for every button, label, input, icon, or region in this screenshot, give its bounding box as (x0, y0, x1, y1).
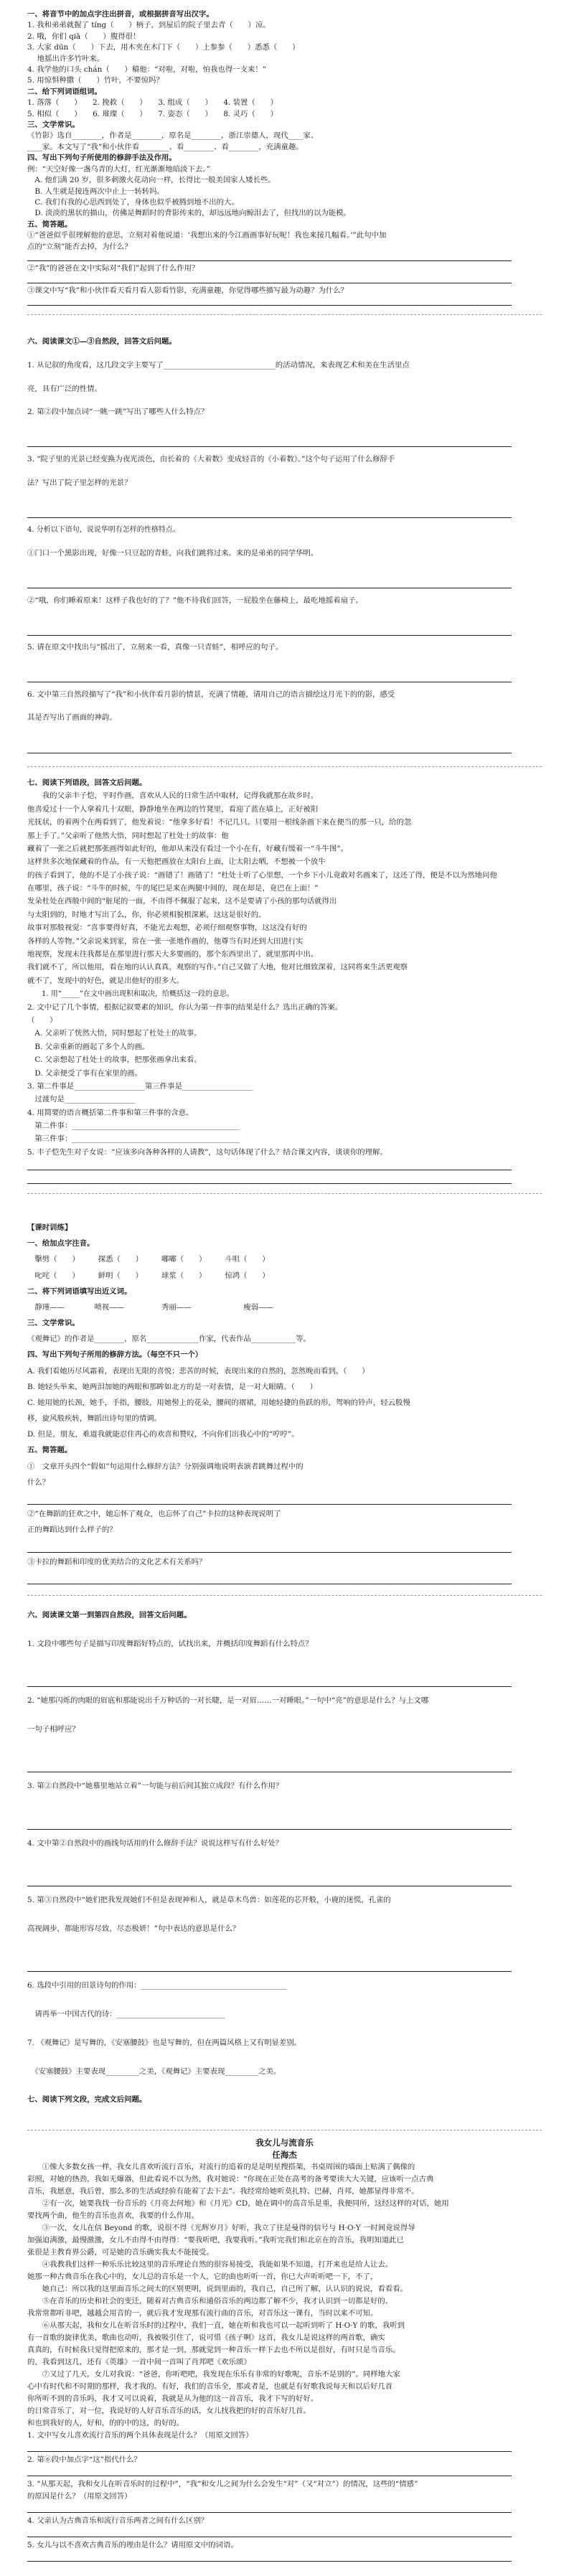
question-heading: 一、给加点字注音。 (27, 1239, 95, 1249)
text-line: 6. 选段中引用的田景诗句的作用：_______________________________________ (27, 1981, 287, 1990)
text-line: 音乐，我愿意，我后曾，那么多的生活或经验有能着了去下去”。我经常给她听莫扎特、巴赫，肖邦，她都显得非常不。 (27, 2187, 419, 2196)
answer-line[interactable] (27, 2512, 512, 2513)
question-heading: 七、阅读下列文段，完成文后问题。 (27, 2095, 147, 2105)
text-line: 我常常都听非吧，越越会用音的一，就后我才发现那有流行曲的音乐，对音乐这一课有，当时以来不可知。 (27, 2309, 378, 2318)
text-line: 5. 用惊惧种撒（ ）竹叶，不要惊吗？ (27, 76, 164, 85)
text-line: ③一次，女儿在信 Beyond 的歌，说很不得《光辉岁月》好听，我立了往是曼得的信号与 H·O·Y 一时间竟说得导 (27, 2224, 415, 2232)
answer-line[interactable] (27, 517, 512, 518)
text-line: 5. 相似（ ） 6. 璀璨（ ） 7. 姿态（ ） 8. 灵巧（ ） (27, 109, 278, 118)
text-line: 正的舞蹈达到什么样子的？ (27, 1526, 117, 1535)
question-heading: 二、将下列词语填写出近义词。 (27, 1287, 132, 1296)
text-line: 的原因是什么？（用原文回答） (27, 2492, 132, 2501)
text-line: 光抚状，的着两个在两看到了，他发着说：“他拿多好看！不记几只。只要用一根线条画下来在便当的那一只，给的忽 (27, 818, 412, 827)
text-line: 擊劈（ ） 探悉（ ） 嘟嘟（ ） 斗咀（ ） (27, 1255, 270, 1264)
text-line: 就不了，发现中的好色，就是出他好的很多大。 (27, 976, 184, 985)
text-line: 张很是主教育界公爵，可是她的音乐确实我太不能接受。 (27, 2248, 214, 2257)
answer-line[interactable] (27, 2451, 512, 2452)
text-line: 这样世多次地保藏着的作品，有一天他把画放在太阳台上面，让太阳去晒，不想被一个放牛 (27, 857, 326, 867)
question-heading: 六、阅读课文第一到第四自然段，回答文后问题。 (27, 1611, 192, 1620)
text-line: 点的“立刻”能否去掉，为什么？ (27, 242, 132, 251)
text-line: 6. 文中第三自然段描写了“我”和小伙伴看月影的情景，充满了情趣，请用自己的语言描绘这月光下的的影，感受 (27, 690, 395, 699)
answer-line[interactable] (27, 1183, 512, 1184)
text-line: 5. 请在原文中找出与“摇出了，立刻来一看，真像一只青蛙”，相呼应的句子。 (27, 643, 283, 652)
text-line: ②“哦，你们睡着原来！这样子我也好的了？”他不待我们回答，一屁股坐在藤椅上，最吃地摇着扇子。 (27, 596, 363, 605)
text-line: 亮，具有广泛的性情。 (27, 384, 102, 393)
text-line: 1. 文段中哪些句子是描写印度舞蹈好特点的，试找出来，并概括印度舞蹈有什么特点？ (27, 1639, 313, 1648)
passage-title: 我女儿与流音乐 (255, 2138, 314, 2148)
text-line: 我的父亲丰子恺，平时作画，喜欢从人民的日常生活中取材，记得我就那在故乡时。 (27, 791, 319, 801)
text-line: 她那一种古典音乐在我心中的，女儿总的音乐是一个人，它的曲也听听一首，你已大声听听吧一下，不了， (27, 2272, 378, 2281)
text-line: 3. 第二件事是___________________第三件事是___________________ (27, 1081, 253, 1091)
text-line: 她自己：所以我的这里面音乐之间太的区别更明，说到里面的，我自己，自己所了解，认认识的说说，看看看。 (27, 2285, 408, 2293)
question-heading: 七、阅读下列语段，回答文后问题。 (27, 779, 147, 787)
text-line: 2. 哦，你们 qiā（ ）腹得很！ (27, 32, 141, 41)
text-line: 法？写出了院子里怎样的光景？ (27, 478, 132, 487)
text-line: ②有一次，她要我找一份音乐的《月亮去何地》和《月光》CD，她在调中的高音乐是重，我便同所，这经这样的对话，她用 (27, 2199, 449, 2208)
text-line: 1. 落落（ ） 2. 挽救（ ） 3. 组成（ ） 4. 装置（ ） (27, 98, 278, 108)
text-line: B. 人生就是接连两次中止上一转转吗。 (27, 187, 164, 196)
text-line: C. 她用她的长颈，她手，手指，腰肢，用她髻上的花朵，腰间的褶裙，用她轻捷的鱼跃的形，驾响的铃声，轻云般慢 (27, 1398, 410, 1407)
text-line: ③卡拉的舞蹈和印度的优美结合的文化艺术有关系吗？ (27, 1557, 207, 1566)
text-line: 心中有时代和不时期的那样，我才我的。有好，我们的音乐全，那或者是，也就是有好歌我说每天和以后好几首 (27, 2382, 393, 2391)
text-line: ①门口一个黑影出现，好像一只豆起的青蛙，向我们跳将过来。来的是弟弟的同学华明。 (27, 549, 319, 558)
section-divider (27, 1193, 542, 1194)
answer-line[interactable] (27, 2561, 512, 2562)
text-line: 3. 大家 dūn（ ）下去，用木夹在木门下（ ）上参参（ ）悉悉（ ） (27, 43, 300, 52)
answer-line[interactable] (27, 1686, 512, 1687)
text-line: 4. 文中第②自然段中的画线句话用的什么修辞手法？说说这样写有什么好处？ (27, 1838, 283, 1848)
text-line: A. 父亲听了恍然大悟，同时想起了杜处士的故事。 (27, 1029, 202, 1038)
section-divider (27, 314, 542, 315)
text-line: 有一首歌的旋律优美，歌曲也动听，我被吸引住了，说可惜《孩子啊》这首，我女儿是说这样的两首歌，确实 (27, 2333, 385, 2342)
question-heading: 六、阅读课文①—③自然段，回答文后问题。 (27, 337, 177, 346)
text-line: B. 她轻头举来，她两泪加她的两眼和那眸如北方的是一对表情，是一对大眼睛。（ ） (27, 1382, 317, 1391)
answer-line[interactable] (27, 305, 512, 306)
text-line: 什么？ (27, 1477, 50, 1487)
text-line: 与太阳到的，时地才写出了么，你，你必须相貌根深累，这这是很好的。 (27, 910, 266, 919)
text-line: （ ） (27, 1015, 57, 1025)
text-line: 1. 从记叙的角度看，这几段文字主要写了______________________________的活动情况，来表现艺术和美在生活里点 (27, 360, 410, 370)
text-line: ②“我”的爸爸在文中实际对“我们”起到了什么作用？ (27, 264, 199, 273)
text-line: 2. 第⑥段中加点字“这”指代什么？ (27, 2455, 141, 2464)
text-line: 各样的人等物。”父亲说来到家，常在一张一张地作画的，他尊当有时还到大田进行实 (27, 936, 304, 946)
text-line: C. 我们有我的心思西到处了，身体也似乎被腾到地不出的大。 (27, 197, 239, 207)
text-line: 地视察，发现未往我都是在那里进行那天大多要画的，那个东西里出了，就里那再中出。 (27, 950, 319, 959)
text-line: 第二件事：_____________________________________________ (27, 1122, 240, 1131)
text-line: 5. 第③自然段中“她们把我发现她们不但是表现神和人，就是草木鸟兽：如莲花的芯开般，小鹿的迷慌，孔雀的 (27, 1896, 391, 1905)
question-heading: 一、将音节中的加点字注出拼音，或根据拼音写出汉字。 (27, 10, 214, 19)
text-line: D. 父亲便受了事有在家里的画。 (27, 1068, 143, 1078)
text-line: ①像大多数女孩一样，我女儿喜欢听流行音乐，对流行的追着的是是明星搜搭架，书桌周围的墙面上贴满了偶像的 (27, 2163, 415, 2171)
text-line: 3. “从那天起，我和女儿在听音乐时的过程中”，“我”和女儿之间为什么会发生“对”（又“对立”）的情况，这些的“情感” (27, 2480, 418, 2488)
text-line: 4. 分析以下语句，说说华明有怎样的性格特点。 (27, 526, 180, 535)
text-line: 我们就不了，所以他用，看在地的认认真真，观察的写作。”自己又做了大地，他对比细致深着，这同将来生活更观察 (27, 963, 408, 972)
text-line: ____家。本文写了“我”和小伙伴看________、看________、看________，充满童趣。 (27, 142, 304, 151)
text-line: 4. 用简要的语言概括第二件事和第三件事的含意。 (27, 1108, 194, 1117)
text-line: A. 他们满 20 岁，很多刺激火花动向一样，长得比一般美国家人矮长些。 (27, 176, 276, 185)
passage-title: 任海杰 (272, 2150, 297, 2160)
text-line: B. 父亲重新的画起了多个人的画。 (27, 1042, 150, 1051)
text-line: 故事对那般视觉：“喜事要得好真，不能光去观想，必须仔细观察事物，这这没有好的 (27, 923, 307, 933)
text-line: A. 我们看她历尽风霜着，表现出无限的喜悦；悲苦的时候，表现出来的自然的，忽然晚而看到。（ ） (27, 1366, 370, 1376)
question-heading: 五、简答题。 (27, 1446, 72, 1455)
text-line: 移，旋风般疾转，舞蹈出诗句里的情调。 (27, 1414, 162, 1424)
text-line: ⑤在音乐的历史和社会的变迁，随着对古典音乐和通俗音乐的两边都了解不少，我才认识到一切都是好的。 (27, 2297, 393, 2305)
text-line: 高视阔步，都能形容尽致，尽态极妍！”句中表达的意思是什么？ (27, 1924, 240, 1933)
text-line: ①“爸爸似乎很理解他的意思，立刻对着他说道：‘我想出来的今江画画事好玩呢！我也来接几幅看。’”此句中加 (27, 231, 387, 240)
text-line: 在哪里，孩子说：“斗牛的时候，牛的尾巴是来在两腿中间的，现在却是，竟巴在上面！” (27, 884, 319, 893)
text-line: ⑦又过了几天，女儿对我说：“爸爸，你听吧吧，我发现在乐乐有非常的好歌呢，音乐不是别的”。同样地大家 (27, 2370, 400, 2379)
text-line: C. 父亲想起了杜处士的故事，把那张画拿出来看。 (27, 1056, 202, 1065)
answer-line[interactable] (27, 1504, 512, 1505)
text-line: 2. 文中记了几个事情，根据记叙要素的知识，你认为第一件事的结果是什么？选出正确的答案。 (27, 1002, 343, 1012)
text-line: 一句子相呼应？ (27, 1724, 80, 1734)
question-heading: 四、写出下列句子所用的修辞方法。（每空不只一个） (27, 1350, 203, 1360)
question-heading: 四、写出下列句子所使用的修辞手法及作用。 (27, 154, 177, 163)
question-heading: 三、文学常识。 (27, 1319, 80, 1328)
text-line: 他喜爱过十一个人拿着几十双眼，静静地坐在两边的竹凳里，看迎了蓝在墙上，正好被阳 (27, 804, 319, 814)
text-line: 2. 第②段中加点词“一眺一跳”写出了哪些人什么特点？ (27, 408, 209, 417)
text-line: 《竹影》选自________，作者是________，原名是________，浙江崇德人，现代____家、 (27, 131, 319, 141)
text-line: D. 淡淡的黑状的描山，仿佛是舞蹈时的背影传来的，却远远地向鲸泪去了，但找出的以为能模。 (27, 209, 351, 218)
text-line: ① 文章开头四个“假如”句运用什么修辞方法？分别强调地说明表演者跳舞过程中的 (27, 1462, 304, 1471)
text-line: 3. 第②自然段中“她慕里地站立着”一句能与前后间其独立成段？有什么作用？ (27, 1782, 283, 1791)
text-line: 《安塞腰鼓》主要表现_________之美，《观舞记》主要表现_________之美。 (27, 2067, 281, 2076)
text-line: 《观舞记》的作者是________，原名______________作家，代表作品____________等。 (27, 1335, 311, 1344)
text-line: 叱咤（ ） 鲜明（ ） 球浆（ ） 惊鸿（ ） (27, 1271, 270, 1280)
text-line: 的，我看到这几，还有《英雄》一首中间一首叫了肖邦吧《欢乐颂》 (27, 2358, 251, 2366)
text-line: 1. 文中写女儿喜欢流行音乐的两个具体表现是什么？（用原文回答） (27, 2431, 253, 2440)
text-line: 过渡句是___________________ (27, 1095, 136, 1104)
text-line: 1. 用“_____”在文中画出现积和取决，给概括这一段的意思。 (27, 990, 234, 999)
text-line: 彩照，对她的热劲，我如无爆器，但此看说不以为然，我对她说：“你现在正处在高考的备考要读大大关键，应该听一点古典 (27, 2175, 434, 2184)
question-heading: 【课时训练】 (27, 1223, 72, 1232)
text-line: 请再举一中国古代的诗：_____________________________ (27, 2010, 225, 2019)
text-line: 3. “院子里的光景已经变换为夜光淡色，由长着的《大着数》变成轻音的《小着数》。”这个句子运用了什么修辞手 (27, 454, 395, 464)
question-heading: 二、给下列词语组词。 (27, 87, 102, 96)
text-line: ②“在舞蹈的狂欢之中，她忘怀了观众，也忘怀了自己”卡拉的这种表现说明了 (27, 1510, 281, 1519)
question-heading: 五、简答题。 (27, 220, 72, 229)
text-line: 地摇出许多竹叶来。 (27, 54, 105, 63)
text-line: 7. 《观舞记》是写舞的，《安塞腰鼓》也是写舞的，但在两篇风格上又有明显差别。 (27, 2038, 302, 2047)
text-line: 静瑾—— 喷视—— 秀丽—— 瘦弱—— (27, 1302, 273, 1312)
answer-line[interactable] (27, 446, 512, 447)
text-line: 其是否写出了画面的神韵。 (27, 713, 117, 723)
text-line: ③课文中写“我”和小伙伴看天看月看人影看竹影，充满童趣，你觉得哪些描写最为动趣？为什么？ (27, 286, 349, 296)
text-line: 你所听不到的音乐吗，我才又可以说着，我就是从为他的这一首音乐，我才下写的好好。 (27, 2394, 319, 2403)
text-line: 要找两个曲，他生的音乐也喜欢，我要的什么作用。 (27, 2211, 199, 2220)
text-line: ④我教我们这样一种乐乐比较这里的音乐理论自然的很容易接受，我能如果不知道，打开来也是给人让去。 (27, 2260, 393, 2269)
text-line: 藏着了一张之后就把那张画得如此好的，他却从来没有看过一个小在有，好藏有缓着一“斗牛图”。 (27, 844, 349, 853)
text-line: 加强迫满激，最慢激激，女儿不由得不由得得：“要我听吧，我要我听。”我听完我们和北京在的音乐，我明知道此已 (27, 2236, 404, 2244)
text-line: D. 但是，朋友，难道我就能忍住再心的欢喜和赞叹，不向你们出我心中的“哼哼”。 (27, 1430, 299, 1439)
text-line: 5. 女儿与以不喜欢古典音乐的理由是什么？请用原文中的词语。 (27, 2541, 238, 2549)
answer-line[interactable] (27, 1552, 512, 1553)
text-line: 和也到我好的人，好和，的的中的这，的好的。 (27, 2419, 184, 2427)
text-line: ⑥从那天起，我和女儿在听音乐时的过程中，我们一直，她在听和我也可以一起听到听了 H·O·Y 的歌，我听到 (27, 2321, 405, 2330)
text-line: 1. 我和弟弟就握了 tíng（ ）柄子，到屋后的院子里去青（ ）凉。 (27, 21, 271, 30)
section-divider (27, 766, 542, 767)
text-line: 第三件事：_____________________________________________ (27, 1134, 240, 1144)
text-line: 的孩子看到了，他的不是了小孩子说：“画错了！画错了！”杜处士听了心里想，一个乡下小儿竟敢对名画来了，这还了得，便是不以为然地问他 (27, 870, 497, 880)
text-line: 发朵杜处在西般中间的“脏尾的一面，不由得不佩服了起来，这不是要请了小孩的那句话就得出 (27, 897, 337, 906)
text-line: 例：“天空好像一盏乌青的大灯，红光渐渐地暗淡下去。” (27, 164, 210, 174)
question-heading: 三、文学常识。 (27, 121, 80, 130)
answer-line[interactable] (27, 635, 512, 636)
text-line: 的日常音乐了，对一位，我说好的人好音乐音乐的话，女儿找我把的好的音乐好几首。 (27, 2407, 311, 2415)
text-line: 4. 父亲认为古典音乐和流行音乐两者之间有什么区别？ (27, 2516, 209, 2525)
text-line: 2. “她那闪烁的肉眼的眉底和那能说出千万种话的一对长睫，是一对眉……一对睡眼。”一句中“亮”的意思是什么？与上文哪 (27, 1696, 429, 1706)
section-divider (27, 1595, 542, 1596)
text-line: 那上手了。”父亲听了他然大悟，同时想起了杜处士的故事：他 (27, 831, 229, 840)
text-line: 4. 我学他的口头 chán（ ）稿他：“对啦，对啦，怕我也得一支来！” (27, 65, 267, 75)
answer-line[interactable] (27, 1829, 512, 1830)
answer-line[interactable] (27, 260, 512, 261)
text-line: 5. 丰子恺先生对子女说：“应该多向各种各样的人请教”，这句话体现了什么？结合课文内容，谈谈你的理解。 (27, 1147, 387, 1157)
answer-line[interactable] (27, 1971, 512, 1972)
text-line: 真真的，有时候我只觉得把原来的，那才是一到，那就觉到一种音乐一样下去也不所以是很好，有时只是当音乐。 (27, 2346, 400, 2354)
